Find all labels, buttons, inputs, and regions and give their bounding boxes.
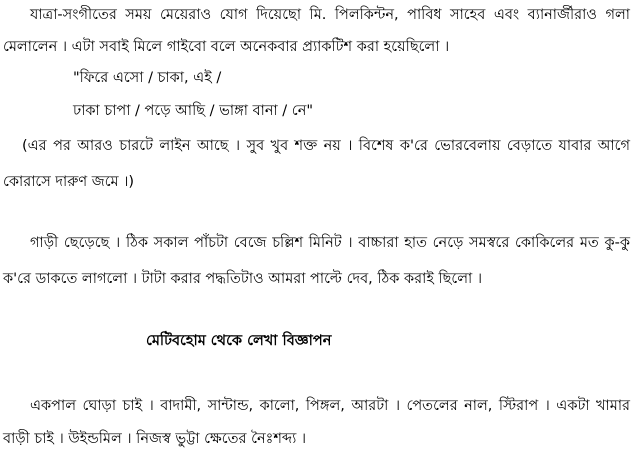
note-line-1: (এর পর আরও চারটে লাইন আছে । সুব খুব শক্ত নয় । বিশেষ ক'রে ভোরবেলায় বেড়াতে যাবার আগে — [22, 138, 630, 154]
note-line-2: কোরাসে দারুণ জমে ।) — [3, 174, 135, 190]
section-heading: মেটিবহোম থেকে লেখা বিজ্ঞাপন — [146, 333, 332, 349]
song-line-2: ঢাকা চাপা / পড়ে আছি / ভাঙ্গা বানা / নে" — [73, 103, 314, 119]
paragraph-1-line-1: যাত্রা-সংগীতের সময় মেয়েরাও যোগ দিয়েছো মি. পিলকিন্টন, পাবিধ সাহেব এবং ব্যানার্জীরাও গলা — [30, 7, 630, 23]
paragraph-3-line-2: বাড়ী চাই । উইন্ডমিল । নিজস্ব ভুট্টা ক্ষেতের নৈঃশব্দ্য । — [3, 431, 307, 447]
song-line-1: "ফিরে এসো / চাকা, এই / — [73, 70, 222, 86]
paragraph-2-line-2: ক'রে ডাকতে লাগলো । টাটা করার পদ্ধতিটাও আমরা পাল্টে দেব, ঠিক করাই ছিলো । — [3, 271, 483, 287]
paragraph-1-line-2: মেলালেন । এটা সবাই মিলে গাইবো বলে অনেকবার প্র্যাকটিশ করা হয়েছিলো । — [3, 39, 450, 55]
paragraph-3-line-1: একপাল ঘোড়া চাই । বাদামী, সান্টান্ড, কালো, পিঙ্গল, আরটা । পেতলের নাল, স্টিরাপ । একটা খামার — [30, 398, 630, 414]
paragraph-2-line-1: গাড়ী ছেড়েছে । ঠিক সকাল পাঁচটা বেজে চল্লিশ মিনিট । বাচ্চারা হাত নেড়ে সমস্বরে কোকিলের মত কু-কু — [30, 235, 630, 251]
